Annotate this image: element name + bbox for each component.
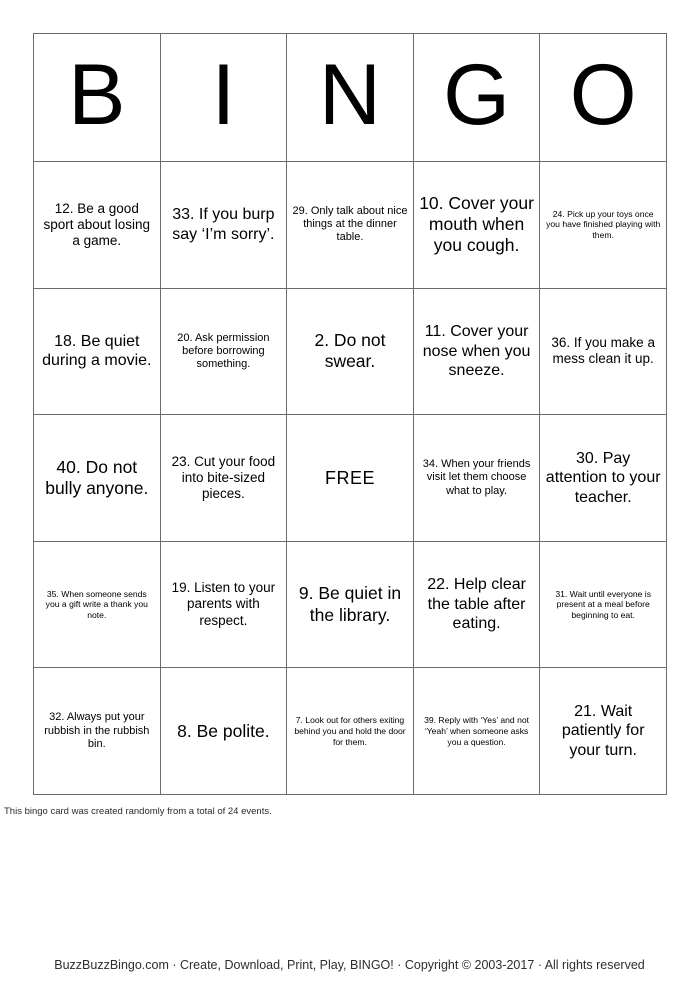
bingo-header-cell-b bbox=[34, 34, 161, 161]
bingo-cell[interactable] bbox=[287, 668, 414, 794]
bingo-cell[interactable] bbox=[540, 162, 666, 288]
bingo-cell[interactable] bbox=[540, 668, 666, 794]
bingo-cell[interactable] bbox=[161, 415, 288, 541]
bingo-cell-text: 20. Ask permission before borrowing something. bbox=[177, 331, 270, 370]
bingo-cell-text: 40. Do not bully anyone. bbox=[45, 456, 149, 498]
bingo-cell-text: 7. Look out for others exiting behind you and hold the door for them. bbox=[294, 715, 406, 747]
bingo-cell-free[interactable] bbox=[287, 415, 414, 541]
bingo-cell-text: 11. Cover your nose when you sneeze. bbox=[422, 323, 531, 380]
bingo-header-cell-o bbox=[540, 34, 666, 161]
bingo-cell[interactable] bbox=[34, 668, 161, 794]
bingo-cell-text: 9. Be quiet in the library. bbox=[298, 583, 402, 625]
bingo-row bbox=[34, 542, 666, 669]
bingo-letter-n: N bbox=[318, 46, 382, 143]
bingo-cell-text: 8. Be polite. bbox=[177, 720, 270, 741]
bingo-cell[interactable] bbox=[540, 289, 666, 415]
card-randomness-note: This bingo card was created randomly from a total of 24 events. bbox=[4, 806, 272, 817]
bingo-cell-text: 35. When someone sends you a gift write a thank you note. bbox=[45, 588, 148, 620]
bingo-cell[interactable] bbox=[287, 289, 414, 415]
bingo-letter-o: O bbox=[569, 46, 637, 143]
bingo-cell-text: 33. If you burp say ‘I’m sorry’. bbox=[172, 206, 275, 243]
bingo-cell[interactable] bbox=[161, 542, 288, 668]
bingo-row bbox=[34, 668, 666, 794]
bingo-cell-text: 23. Cut your food into bite-sized pieces. bbox=[171, 453, 276, 502]
bingo-grid-body bbox=[34, 162, 666, 794]
bingo-cell-text: 32. Always put your rubbish in the rubbish bin. bbox=[44, 711, 150, 750]
bingo-cell[interactable] bbox=[34, 162, 161, 288]
bingo-cell-text: 21. Wait patiently for your turn. bbox=[561, 702, 645, 759]
bingo-cell[interactable] bbox=[540, 542, 666, 668]
bingo-cell[interactable] bbox=[161, 289, 288, 415]
bingo-cell-text: 36. If you make a mess clean it up. bbox=[551, 335, 655, 367]
bingo-header-cell-n bbox=[287, 34, 414, 161]
bingo-cell[interactable] bbox=[34, 289, 161, 415]
bingo-card bbox=[33, 33, 667, 795]
bingo-cell[interactable] bbox=[287, 162, 414, 288]
bingo-cell[interactable] bbox=[414, 162, 541, 288]
footer-copyright: BuzzBuzzBingo.com · Create, Download, Print, Play, BINGO! · Copyright © 2003-2017 · All rights reserved bbox=[54, 958, 645, 972]
bingo-row bbox=[34, 289, 666, 416]
bingo-cell-text: 29. Only talk about nice things at the dinner table. bbox=[292, 205, 408, 244]
bingo-cell-text: 34. When your friends visit let them choose what to play. bbox=[422, 458, 531, 497]
bingo-cell[interactable] bbox=[161, 668, 288, 794]
bingo-cell[interactable] bbox=[414, 415, 541, 541]
bingo-letter-g: G bbox=[443, 46, 511, 143]
bingo-free-label: FREE bbox=[324, 467, 375, 488]
bingo-header-row bbox=[34, 34, 666, 162]
bingo-cell-text: 19. Listen to your parents with respect. bbox=[171, 580, 276, 628]
bingo-letter-b: B bbox=[68, 46, 126, 143]
bingo-cell[interactable] bbox=[287, 542, 414, 668]
bingo-cell-text: 10. Cover your mouth when you cough. bbox=[419, 192, 534, 256]
bingo-header-cell-g bbox=[414, 34, 541, 161]
bingo-cell[interactable] bbox=[414, 289, 541, 415]
bingo-cell[interactable] bbox=[34, 542, 161, 668]
bingo-cell-text: 31. Wait until everyone is present at a meal before beginning to eat. bbox=[555, 588, 652, 620]
bingo-cell-text: 2. Do not swear. bbox=[314, 330, 386, 372]
bingo-cell-text: 30. Pay attention to your teacher. bbox=[545, 449, 661, 506]
bingo-cell[interactable] bbox=[414, 668, 541, 794]
bingo-cell-text: 24. Pick up your toys once you have finished playing with them. bbox=[546, 208, 661, 241]
bingo-cell-text: 22. Help clear the table after eating. bbox=[427, 576, 526, 633]
bingo-cell-text: 12. Be a good sport about losing a game. bbox=[43, 200, 151, 248]
bingo-cell-text: 18. Be quiet during a movie. bbox=[42, 332, 152, 370]
bingo-cell[interactable] bbox=[414, 542, 541, 668]
bingo-letter-i: I bbox=[211, 46, 236, 143]
bingo-cell-text: 39. Reply with ‘Yes’ and not ‘Yeah’ when someone asks you a question. bbox=[424, 715, 530, 747]
bingo-header-cell-i bbox=[161, 34, 288, 161]
bingo-row bbox=[34, 415, 666, 542]
bingo-cell[interactable] bbox=[161, 162, 288, 288]
bingo-cell[interactable] bbox=[34, 415, 161, 541]
bingo-cell[interactable] bbox=[540, 415, 666, 541]
bingo-row bbox=[34, 162, 666, 289]
